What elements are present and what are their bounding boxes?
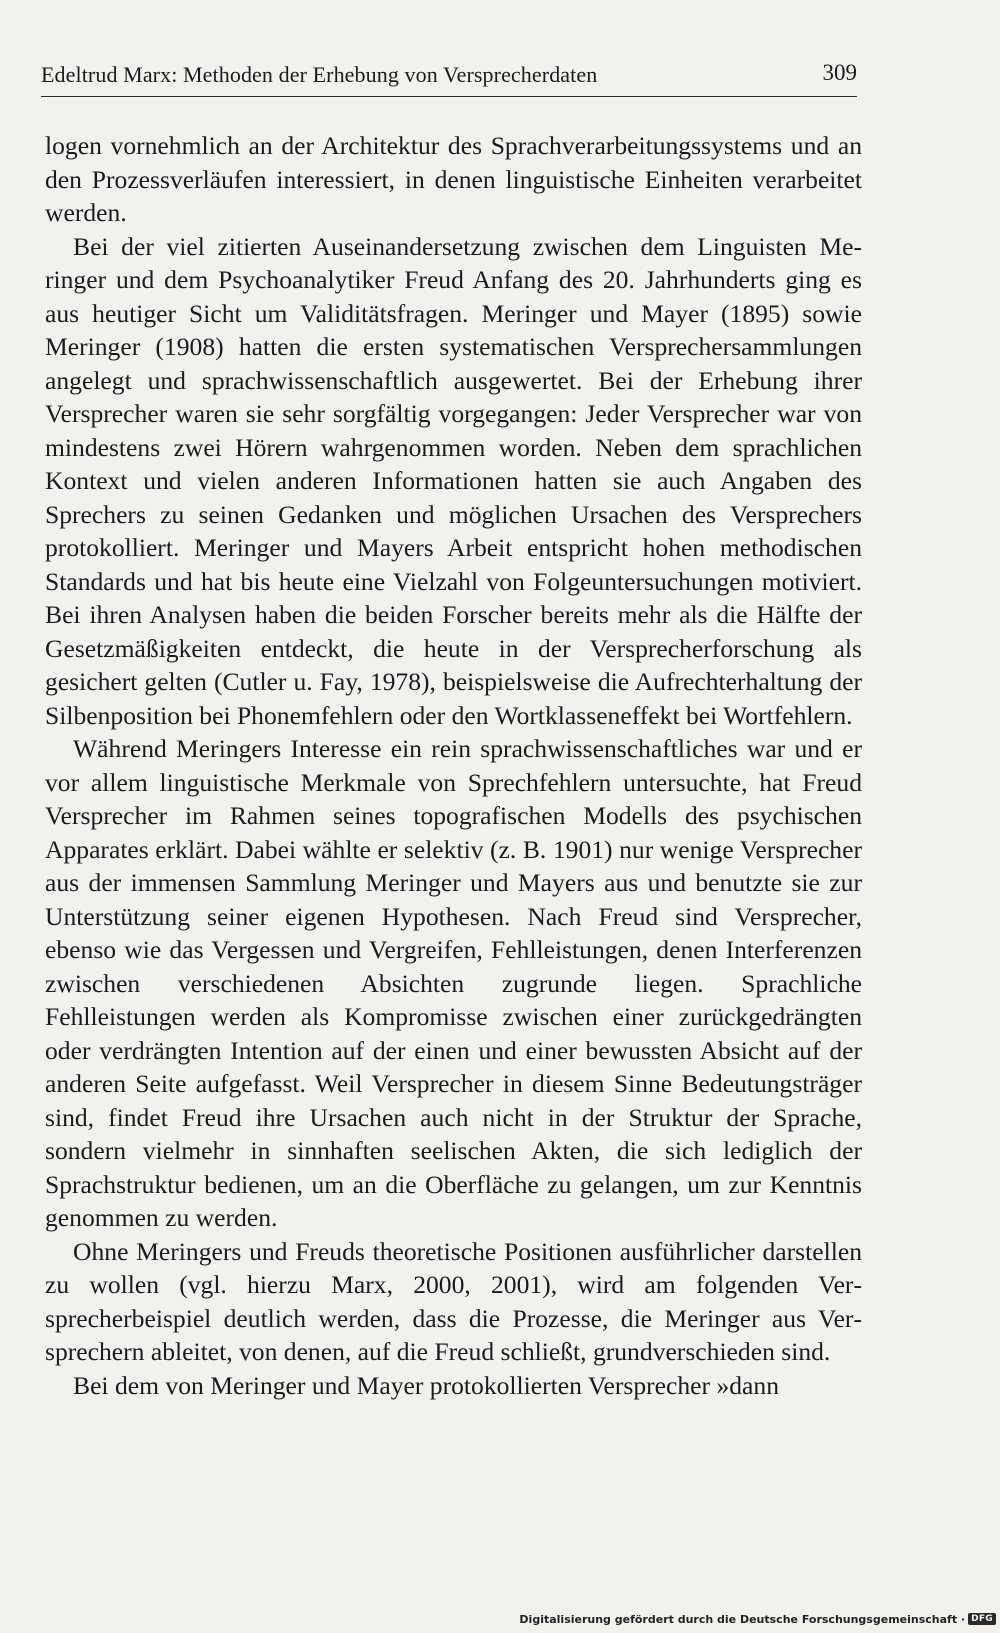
body-text	[45, 129, 862, 1402]
paragraph-continued: logen vornehmlich an der Architektur des Sprachverarbeitungssystems und an den Prozessverläufen interessiert, in denen linguistische Einheiten verarbeitet werden.	[45, 131, 862, 227]
page-number: 309	[822, 60, 857, 85]
paragraph-last: Bei dem von Meringer und Mayer protokollierten Versprecher »dann	[73, 1370, 779, 1400]
paragraph: Während Meringers Interesse ein rein sprachwissenschaftliches war und er vor allem linguistische Merkmale von Sprechfehlern untersuchte, hat Freud Versprecher im Rahmen seines topografischen Modells des psychischen Apparates erklärt. Dabei wählte er selektiv (z. B. 1901) nur wenige Versprecher aus der immensen Sammlung Meringer und Mayers aus und benutzte sie zur Unterstützung seiner eigenen Hypothesen. Nach Freud sind Versprecher, ebenso wie das Vergessen und Vergreifen, Fehlleistungen, denen Interferenzen zwischen verschiedenen Absichten zugrunde liegen. Sprachliche Fehlleistungen werden als Kompromisse zwischen einer zurückgedrängten oder verdrängten Intention auf der einen und einer bewussten Absicht auf der anderen Seite aufgefasst. Weil Versprecher in diesem Sinne Bedeutungsträger sind, findet Freud ihre Ursachen auch nicht in der Struktur der Sprache, sondern vielmehr in sinnhaften seelischen Akten, die sich lediglich der Sprachstruktur bedienen, um an die Oberfläche zu gelangen, um zur Kenntnis genommen zu werden.	[45, 734, 862, 1232]
running-head	[41, 58, 857, 97]
footer-text: Digitalisierung gefördert durch die Deutsche Forschungsgemeinschaft ·	[519, 1612, 966, 1626]
paragraph: Ohne Meringers und Freuds theoretische Positionen ausführlicher darstellen zu wollen (vgl. hierzu Marx, 2000, 2001), wird am folgenden Versprecherbeispiel deutlich werden, dass die Prozesse, die Meringer aus Versprechern ableitet, von denen, auf die Freud schließt, grundverschieden sind.	[45, 1236, 862, 1366]
running-head-title: Edeltrud Marx: Methoden der Erhebung von Versprecherdaten	[41, 62, 598, 87]
paragraph: Bei der viel zitierten Auseinandersetzung zwischen dem Linguisten Meringer und dem Psychoanalytiker Freud Anfang des 20. Jahrhunderts ging es aus heutiger Sicht um Validitätsfragen. Meringer und Mayer (1895) sowie Meringer (1908) hatten die ersten systematischen Versprechersammlungen angelegt und sprachwissenschaftlich ausgewertet. Bei der Erhebung ihrer Versprecher waren sie sehr sorgfältig vorgegangen: Jeder Versprecher war von mindestens zwei Hörern wahrgenommen worden. Neben dem sprachlichen Kontext und vielen anderen Informationen hatten sie auch Angaben des Sprechers zu seinen Gedanken und möglichen Ursachen des Versprechers protokolliert. Meringer und Mayers Arbeit entspricht hohen methodischen Standards und hat bis heute eine Vielzahl von Folgeuntersuchungen motiviert. Bei ihren Analysen haben die beiden Forscher bereits mehr als die Hälfte der Gesetzmäßigkeiten entdeckt, die heute in der Versprecherforschung als gesichert gelten (Cutler u. Fay, 1978), beispielsweise die Aufrechterhaltung der Silbenposition bei Phonemfehlern oder den Wortklasseneffekt bei Wortfehlern.	[45, 231, 862, 730]
dfg-logo-icon: DFG	[968, 1613, 996, 1625]
digitization-footer	[519, 1611, 996, 1627]
